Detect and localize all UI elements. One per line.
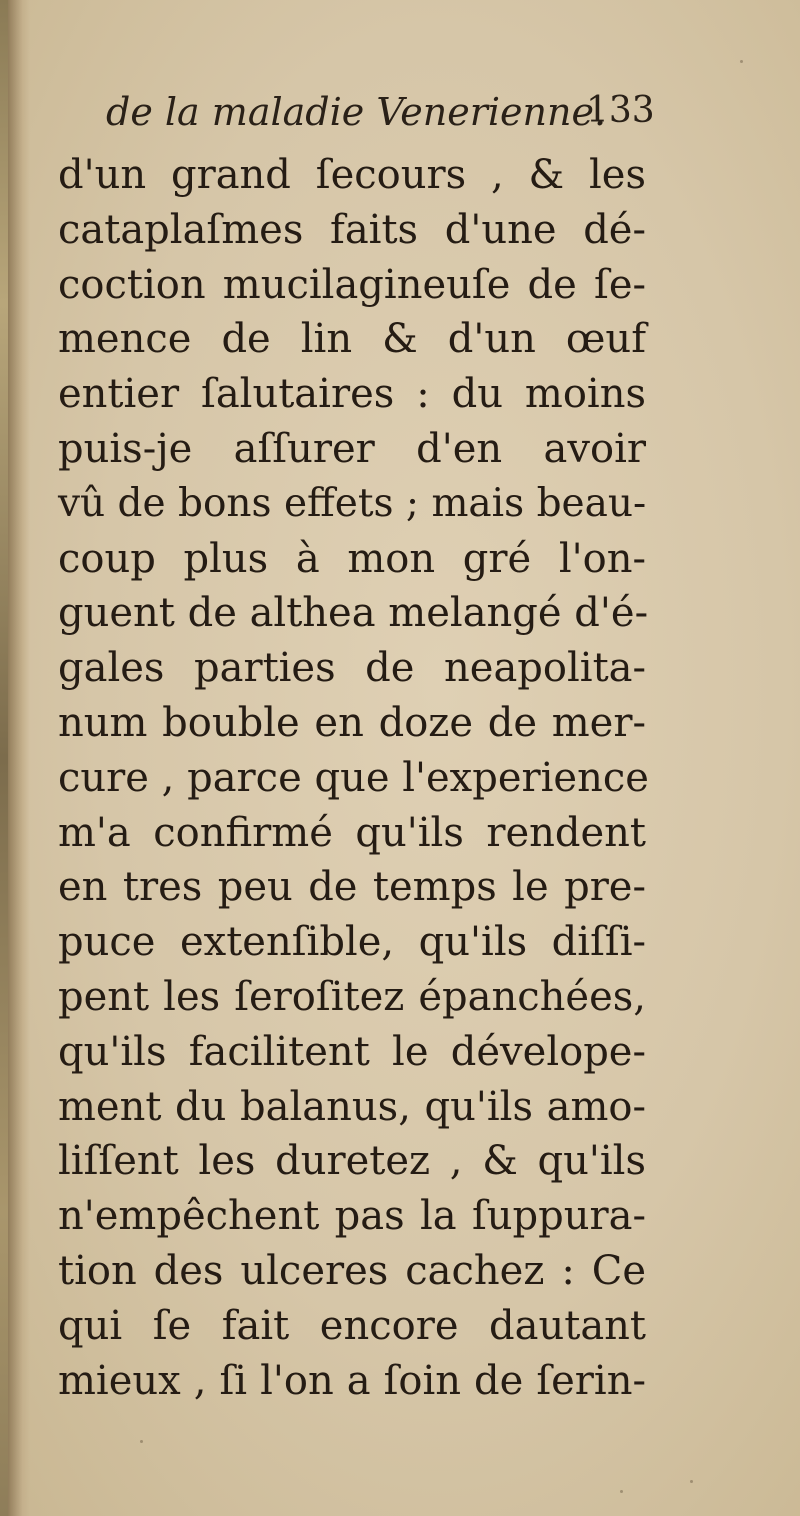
text-line: qui ſe fait encore dautant bbox=[58, 1302, 646, 1349]
text-line: pent les ſeroſitez épanchées, bbox=[58, 973, 646, 1020]
text-line: coup plus à mon gré l'on- bbox=[58, 535, 646, 582]
text-line: num bouble en doze de mer- bbox=[58, 699, 646, 746]
text-line: ment du balanus, qu'ils amo- bbox=[58, 1083, 646, 1130]
text-line: liſſent les duretez , & qu'ils bbox=[58, 1138, 646, 1185]
paper-speck bbox=[620, 1490, 623, 1493]
paper-speck bbox=[140, 1440, 143, 1443]
text-line: coction mucilagineuſe de ſe- bbox=[58, 261, 646, 308]
text-line: puce extenſible, qu'ils diſſi- bbox=[58, 919, 646, 966]
text-line: m'a confirmé qu'ils rendent bbox=[58, 809, 646, 856]
text-line: vû de bons effets ; mais beau- bbox=[58, 480, 647, 526]
text-line: puis-je aſſurer d'en avoir bbox=[58, 425, 646, 472]
text-line: cataplaſmes faits d'une dé- bbox=[58, 206, 646, 253]
text-line: gales parties de neapolita- bbox=[58, 645, 646, 692]
body-text bbox=[58, 148, 658, 1408]
text-line: mieux , ſi l'on a ſoin de ſerin- bbox=[58, 1357, 646, 1404]
page-number: 133 bbox=[586, 90, 655, 131]
text-line: d'un grand ſecours , & les bbox=[58, 152, 646, 198]
text-line: mence de lin & d'un œuf bbox=[58, 316, 646, 363]
text-line: guent de althea melangé d'é- bbox=[58, 590, 649, 637]
page-header bbox=[106, 90, 666, 150]
text-line: entier ſalutaires : du moins bbox=[58, 371, 646, 418]
text-line: qu'ils facilitent le dévelope- bbox=[58, 1028, 646, 1075]
paper-speck bbox=[740, 60, 743, 63]
page-binding-edge bbox=[0, 0, 8, 1516]
running-head: de la maladie Venerienne. bbox=[106, 90, 607, 134]
paper-speck bbox=[690, 1480, 693, 1483]
text-line: tion des ulceres cachez : Ce bbox=[58, 1247, 646, 1294]
text-line: n'empêchent pas la ſuppura- bbox=[58, 1193, 646, 1240]
text-line: en tres peu de temps le pre- bbox=[58, 864, 646, 911]
text-line: cure , parce que l'experience bbox=[58, 754, 649, 801]
